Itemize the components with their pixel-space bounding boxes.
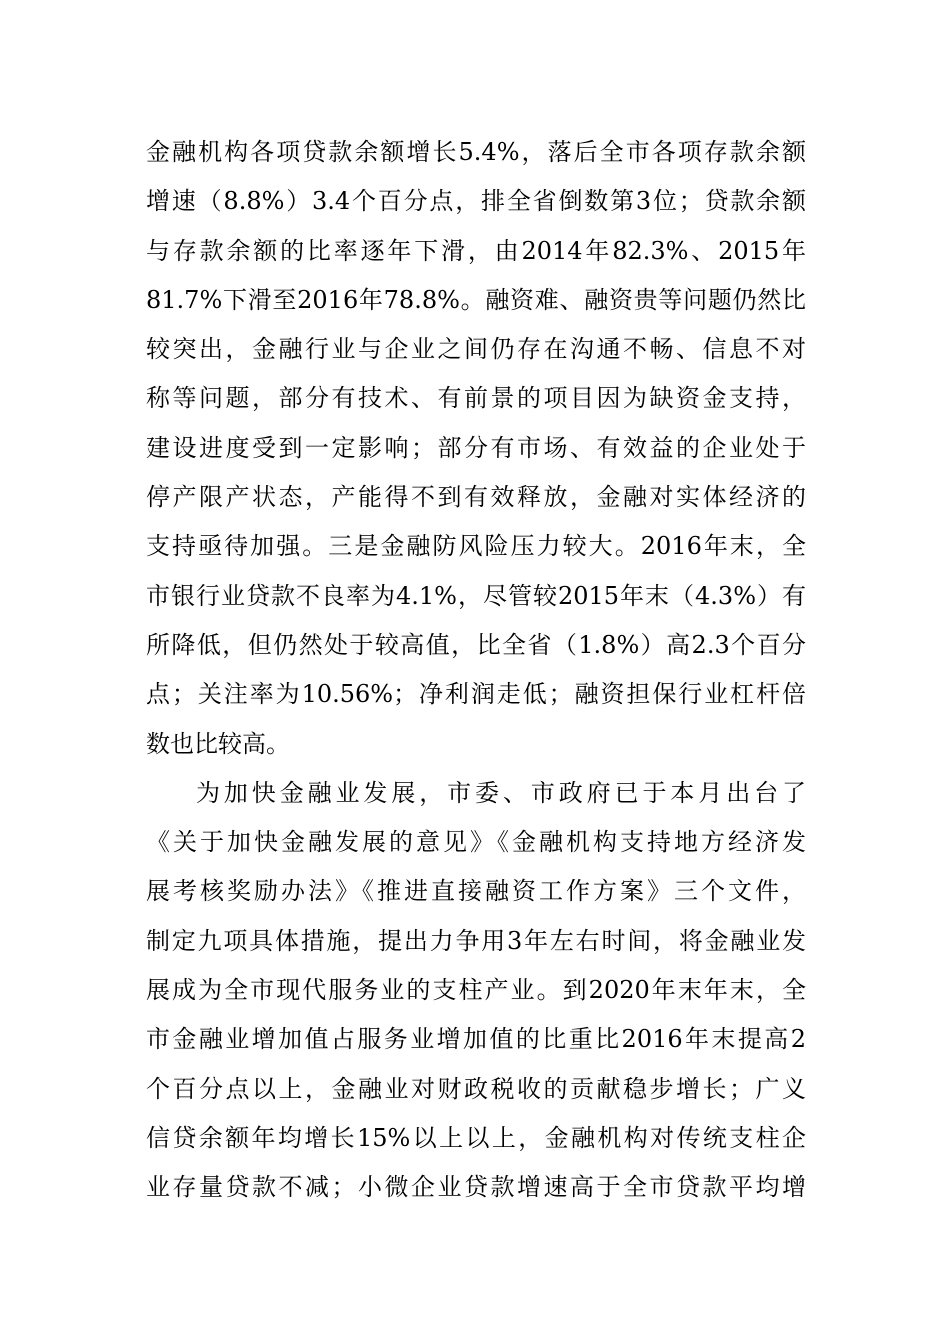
text-line: 点；关注率为10.56%；净利润走低；融资担保行业杠杆倍 (146, 680, 806, 709)
text-line: 信贷余额年均增长15%以上以上，金融机构对传统支柱企 (146, 1123, 806, 1152)
text-line: 为加快金融业发展，市委、市政府已于本月出台了 (196, 778, 806, 807)
text-line: 称等问题，部分有技术、有前景的项目因为缺资金支持， (146, 384, 806, 413)
text-line: 展成为全市现代服务业的支柱产业。到2020年末年末，全 (146, 976, 806, 1005)
text-line: 较突出，金融行业与企业之间仍存在沟通不畅、信息不对 (146, 335, 806, 364)
text-line: 市金融业增加值占服务业增加值的比重比2016年末提高2 (146, 1025, 806, 1054)
text-line: 建设进度受到一定影响；部分有市场、有效益的企业处于 (146, 433, 806, 462)
text-line: 《关于加快金融发展的意见》《金融机构支持地方经济发 (146, 828, 806, 857)
body-text (146, 128, 806, 1213)
text-line: 展考核奖励办法》《推进直接融资工作方案》三个文件， (146, 877, 806, 906)
text-line: 数也比较高。 (146, 729, 290, 758)
text-line: 制定九项具体措施，提出力争用3年左右时间，将金融业发 (146, 926, 806, 955)
text-line: 所降低，但仍然处于较高值，比全省（1.8%）高2.3个百分 (146, 630, 806, 659)
text-line: 增速（8.8%）3.4个百分点，排全省倒数第3位；贷款余额 (146, 187, 806, 216)
text-line: 停产限产状态，产能得不到有效释放，金融对实体经济的 (146, 483, 806, 512)
text-line: 业存量贷款不减；小微企业贷款增速高于全市贷款平均增 (146, 1173, 806, 1202)
text-line: 与存款余额的比率逐年下滑，由2014年82.3%、2015年 (146, 236, 806, 265)
text-line: 金融机构各项贷款余额增长5.4%，落后全市各项存款余额 (146, 138, 806, 166)
text-line: 个百分点以上，金融业对财政税收的贡献稳步增长；广义 (146, 1074, 806, 1103)
text-line: 市银行业贷款不良率为4.1%，尽管较2015年末（4.3%）有 (146, 581, 806, 610)
text-line: 81.7%下滑至2016年78.8%。融资难、融资贵等问题仍然比 (146, 285, 806, 314)
text-line: 支持亟待加强。三是金融防风险压力较大。2016年末，全 (146, 532, 806, 561)
